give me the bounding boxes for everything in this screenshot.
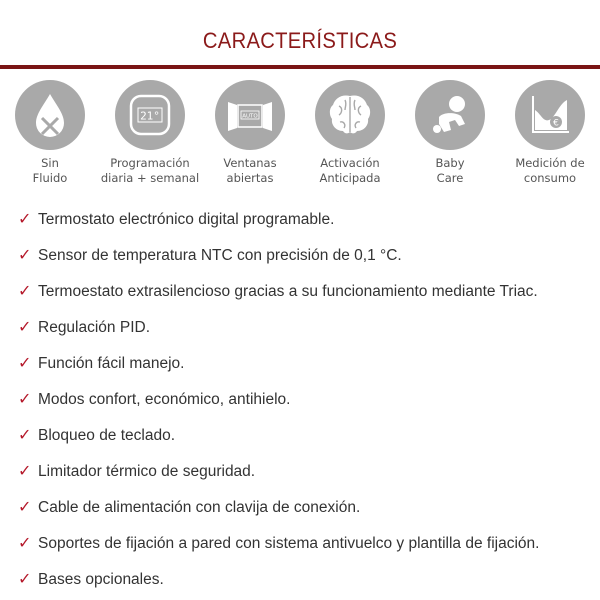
list-item-text: Modos confort, económico, antihielo.	[38, 391, 291, 408]
check-icon: ✓	[18, 353, 32, 372]
display-readout: 21°	[140, 109, 160, 123]
page-title: CARACTERÍSTICAS	[202, 28, 398, 53]
feature-sin-fluido	[0, 80, 100, 186]
feature-activacion	[300, 80, 400, 186]
feature-label-line2: Anticipada	[319, 171, 381, 185]
check-icon: ✓	[18, 245, 32, 264]
feature-label-line2: diaria + semanal	[100, 171, 200, 185]
list-item-text: Bases opcionales.	[38, 571, 164, 588]
window-icon	[215, 80, 285, 150]
list-item	[18, 310, 539, 346]
list-item-text: Termostato electrónico digital programable.	[38, 211, 335, 228]
drop-icon	[15, 80, 85, 150]
thermostat-display-icon	[115, 80, 185, 150]
list-item-text: Sensor de temperatura NTC con precisión de 0,1 °C.	[38, 247, 402, 264]
feature-label-line1: Programación	[110, 156, 190, 170]
feature-label-line2: abiertas	[226, 171, 274, 185]
list-item-text: Limitador térmico de seguridad.	[38, 463, 256, 480]
check-icon: ✓	[18, 389, 32, 408]
title-divider	[0, 65, 600, 69]
feature-label-line1: Ventanas	[223, 156, 277, 170]
feature-label-line1: Medición de	[515, 156, 585, 170]
list-item	[18, 346, 539, 382]
check-icon: ✓	[18, 533, 32, 552]
list-item	[18, 454, 539, 490]
list-item-text: Soportes de fijación a pared con sistema antivuelco y plantilla de fijación.	[38, 535, 540, 552]
list-item	[18, 526, 539, 562]
feature-baby-care	[400, 80, 500, 186]
check-icon: ✓	[18, 425, 32, 444]
auto-badge: AUTO	[242, 113, 258, 120]
characteristics-list	[18, 202, 539, 598]
feature-medicion	[500, 80, 600, 186]
list-item	[18, 238, 539, 274]
feature-label-line1: Sin	[41, 156, 59, 170]
list-item	[18, 562, 539, 598]
check-icon: ✓	[18, 281, 32, 300]
feature-label-line2: Care	[436, 171, 464, 185]
consumption-chart-icon	[515, 80, 585, 150]
list-item-text: Bloqueo de teclado.	[38, 427, 176, 444]
list-item	[18, 382, 539, 418]
list-item-text: Cable de alimentación con clavija de conexión.	[38, 499, 361, 516]
feature-label-line1: Baby	[435, 156, 465, 170]
feature-label-line1: Activación	[320, 156, 380, 170]
features-row	[0, 80, 600, 190]
check-icon: ✓	[18, 497, 32, 516]
check-icon: ✓	[18, 569, 32, 588]
list-item-text: Termoestato extrasilencioso gracias a su funcionamiento mediante Triac.	[38, 283, 538, 300]
baby-icon	[415, 80, 485, 150]
brain-icon	[315, 80, 385, 150]
list-item	[18, 202, 539, 238]
list-item	[18, 274, 539, 310]
check-icon: ✓	[18, 461, 32, 480]
check-icon: ✓	[18, 209, 32, 228]
feature-programacion	[100, 80, 200, 186]
list-item	[18, 418, 539, 454]
feature-label-line2: Fluido	[32, 171, 68, 185]
svg-text:€: €	[553, 118, 559, 129]
check-icon: ✓	[18, 317, 32, 336]
list-item-text: Regulación PID.	[38, 319, 151, 336]
list-item-text: Función fácil manejo.	[38, 355, 185, 372]
feature-label-line2: consumo	[523, 171, 577, 185]
feature-ventanas	[200, 80, 300, 186]
list-item	[18, 490, 539, 526]
